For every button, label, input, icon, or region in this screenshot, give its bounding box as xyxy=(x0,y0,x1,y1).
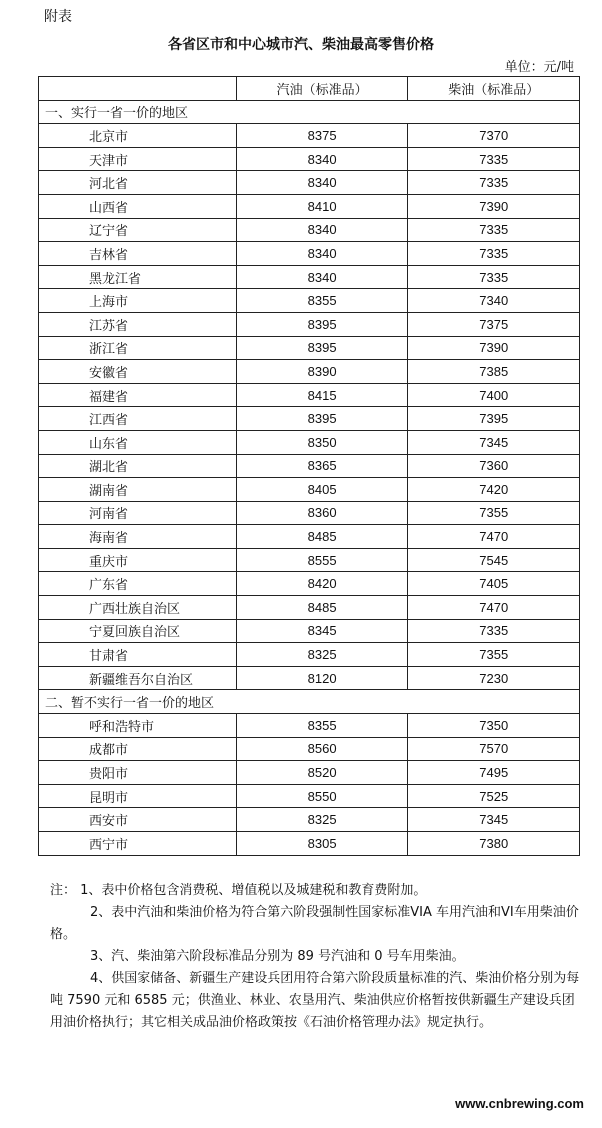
gasoline-price-cell: 8375 xyxy=(236,124,408,148)
gasoline-price-cell: 8345 xyxy=(236,619,408,643)
gasoline-price-cell: 8395 xyxy=(236,336,408,360)
region-cell: 安徽省 xyxy=(39,360,237,384)
table-row xyxy=(39,194,580,218)
diesel-price-cell: 7495 xyxy=(408,761,580,785)
gasoline-price-cell: 8555 xyxy=(236,548,408,572)
gasoline-price-cell: 8410 xyxy=(236,194,408,218)
diesel-price-cell: 7405 xyxy=(408,572,580,596)
table-row xyxy=(39,761,580,785)
section-row xyxy=(39,690,580,714)
diesel-price-cell: 7545 xyxy=(408,548,580,572)
region-cell: 江苏省 xyxy=(39,312,237,336)
diesel-price-cell: 7355 xyxy=(408,501,580,525)
region-cell: 甘肃省 xyxy=(39,643,237,667)
region-cell: 贵阳市 xyxy=(39,761,237,785)
gasoline-price-cell: 8420 xyxy=(236,572,408,596)
table-row xyxy=(39,808,580,832)
region-cell: 新疆维吾尔自治区 xyxy=(39,666,237,690)
diesel-price-cell: 7470 xyxy=(408,596,580,620)
region-cell: 湖南省 xyxy=(39,478,237,502)
table-row xyxy=(39,336,580,360)
table-row xyxy=(39,289,580,313)
diesel-price-cell: 7335 xyxy=(408,171,580,195)
gasoline-price-cell: 8405 xyxy=(236,478,408,502)
region-cell: 浙江省 xyxy=(39,336,237,360)
region-cell: 湖北省 xyxy=(39,454,237,478)
diesel-price-cell: 7345 xyxy=(408,808,580,832)
gasoline-price-cell: 8340 xyxy=(236,218,408,242)
diesel-price-cell: 7335 xyxy=(408,265,580,289)
note-3: 3、汽、柴油第六阶段标准品分别为 89 号汽油和 0 号车用柴油。 xyxy=(90,949,465,964)
diesel-price-cell: 7400 xyxy=(408,383,580,407)
region-cell: 呼和浩特市 xyxy=(39,714,237,738)
table-row xyxy=(39,525,580,549)
gasoline-price-cell: 8340 xyxy=(236,265,408,289)
gasoline-price-cell: 8305 xyxy=(236,832,408,856)
region-cell: 广东省 xyxy=(39,572,237,596)
table-row xyxy=(39,383,580,407)
region-cell: 福建省 xyxy=(39,383,237,407)
column-header-diesel: 柴油（标准品） xyxy=(408,77,580,101)
gasoline-price-cell: 8340 xyxy=(236,147,408,171)
region-cell: 辽宁省 xyxy=(39,218,237,242)
table-row xyxy=(39,596,580,620)
diesel-price-cell: 7470 xyxy=(408,525,580,549)
section-label: 二、暂不实行一省一价的地区 xyxy=(39,690,580,714)
diesel-price-cell: 7335 xyxy=(408,218,580,242)
table-row xyxy=(39,501,580,525)
region-cell: 山东省 xyxy=(39,430,237,454)
table-row xyxy=(39,147,580,171)
column-header-gasoline: 汽油（标准品） xyxy=(236,77,408,101)
price-table xyxy=(38,76,580,856)
diesel-price-cell: 7230 xyxy=(408,666,580,690)
gasoline-price-cell: 8390 xyxy=(236,360,408,384)
table-row xyxy=(39,430,580,454)
diesel-price-cell: 7570 xyxy=(408,737,580,761)
table-row xyxy=(39,737,580,761)
diesel-price-cell: 7525 xyxy=(408,784,580,808)
gasoline-price-cell: 8355 xyxy=(236,714,408,738)
diesel-price-cell: 7345 xyxy=(408,430,580,454)
gasoline-price-cell: 8325 xyxy=(236,643,408,667)
diesel-price-cell: 7340 xyxy=(408,289,580,313)
region-cell: 成都市 xyxy=(39,737,237,761)
diesel-price-cell: 7390 xyxy=(408,194,580,218)
region-cell: 西宁市 xyxy=(39,832,237,856)
table-row xyxy=(39,265,580,289)
region-cell: 江西省 xyxy=(39,407,237,431)
gasoline-price-cell: 8415 xyxy=(236,383,408,407)
region-cell: 广西壮族自治区 xyxy=(39,596,237,620)
region-cell: 北京市 xyxy=(39,124,237,148)
gasoline-price-cell: 8395 xyxy=(236,407,408,431)
gasoline-price-cell: 8550 xyxy=(236,784,408,808)
diesel-price-cell: 7335 xyxy=(408,147,580,171)
region-cell: 上海市 xyxy=(39,289,237,313)
section-row xyxy=(39,100,580,124)
diesel-price-cell: 7360 xyxy=(408,454,580,478)
page-title: 各省区市和中心城市汽、柴油最高零售价格 xyxy=(168,37,434,53)
table-row xyxy=(39,784,580,808)
diesel-price-cell: 7385 xyxy=(408,360,580,384)
gasoline-price-cell: 8485 xyxy=(236,596,408,620)
diesel-price-cell: 7390 xyxy=(408,336,580,360)
diesel-price-cell: 7355 xyxy=(408,643,580,667)
region-cell: 吉林省 xyxy=(39,242,237,266)
region-cell: 海南省 xyxy=(39,525,237,549)
table-row xyxy=(39,360,580,384)
diesel-price-cell: 7395 xyxy=(408,407,580,431)
column-header-region xyxy=(39,77,237,101)
table-row xyxy=(39,548,580,572)
gasoline-price-cell: 8355 xyxy=(236,289,408,313)
gasoline-price-cell: 8350 xyxy=(236,430,408,454)
table-row xyxy=(39,124,580,148)
region-cell: 山西省 xyxy=(39,194,237,218)
table-row xyxy=(39,312,580,336)
gasoline-price-cell: 8340 xyxy=(236,242,408,266)
gasoline-price-cell: 8340 xyxy=(236,171,408,195)
table-row xyxy=(39,572,580,596)
gasoline-price-cell: 8120 xyxy=(236,666,408,690)
diesel-price-cell: 7335 xyxy=(408,242,580,266)
table-row xyxy=(39,218,580,242)
notes xyxy=(50,880,580,1034)
table-row xyxy=(39,832,580,856)
gasoline-price-cell: 8520 xyxy=(236,761,408,785)
diesel-price-cell: 7420 xyxy=(408,478,580,502)
diesel-price-cell: 7375 xyxy=(408,312,580,336)
gasoline-price-cell: 8360 xyxy=(236,501,408,525)
region-cell: 河北省 xyxy=(39,171,237,195)
region-cell: 天津市 xyxy=(39,147,237,171)
gasoline-price-cell: 8365 xyxy=(236,454,408,478)
table-row xyxy=(39,454,580,478)
table-header-row xyxy=(39,77,580,101)
diesel-price-cell: 7380 xyxy=(408,832,580,856)
region-cell: 重庆市 xyxy=(39,548,237,572)
gasoline-price-cell: 8325 xyxy=(236,808,408,832)
section-label: 一、实行一省一价的地区 xyxy=(39,100,580,124)
diesel-price-cell: 7335 xyxy=(408,619,580,643)
region-cell: 西安市 xyxy=(39,808,237,832)
gasoline-price-cell: 8485 xyxy=(236,525,408,549)
region-cell: 河南省 xyxy=(39,501,237,525)
table-row xyxy=(39,643,580,667)
note-2: 2、表中汽油和柴油价格为符合第六阶段强制性国家标准VIA 车用汽油和VI车用柴油价格。 xyxy=(50,905,579,942)
region-cell: 昆明市 xyxy=(39,784,237,808)
attachment-label: 附表 xyxy=(44,9,72,25)
gasoline-price-cell: 8560 xyxy=(236,737,408,761)
unit-label: 单位：元/吨 xyxy=(504,60,574,75)
table-row xyxy=(39,407,580,431)
diesel-price-cell: 7370 xyxy=(408,124,580,148)
gasoline-price-cell: 8395 xyxy=(236,312,408,336)
table-row xyxy=(39,666,580,690)
note-1: 注： 1、表中价格包含消费税、增值税以及城建税和教育费附加。 xyxy=(50,883,427,898)
watermark: www.cnbrewing.com xyxy=(455,1096,584,1111)
note-4: 4、供国家储备、新疆生产建设兵团用符合第六阶段质量标准的汽、柴油价格分别为每吨 7590 元和 6585 元；供渔业、林业、农垦用汽、柴油供应价格暂按供新疆生产建设兵团用油价格执行；其它相关成品油价格政策按《石油价格管理办法》规定执行。 xyxy=(50,971,580,1030)
region-cell: 黑龙江省 xyxy=(39,265,237,289)
diesel-price-cell: 7350 xyxy=(408,714,580,738)
table-row xyxy=(39,242,580,266)
region-cell: 宁夏回族自治区 xyxy=(39,619,237,643)
table-row xyxy=(39,714,580,738)
table-row xyxy=(39,478,580,502)
table-row xyxy=(39,171,580,195)
table-row xyxy=(39,619,580,643)
